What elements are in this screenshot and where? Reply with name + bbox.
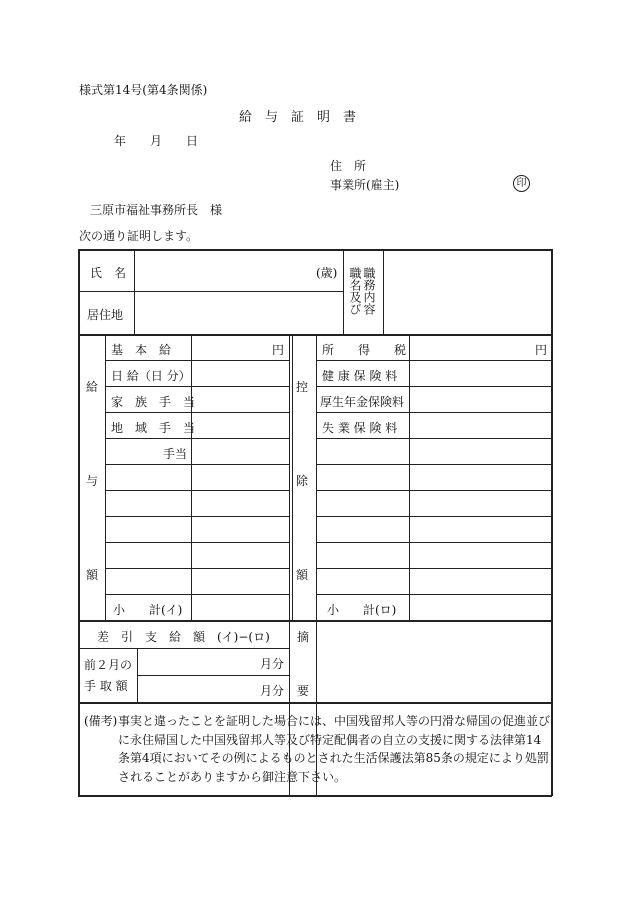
document-title: 給 与 証 明 書 — [239, 110, 357, 125]
income-row-regional: 地 域 手 当 — [111, 421, 196, 435]
net-pay-label: 差 引 支 給 額 (イ)−(ロ) — [97, 630, 270, 644]
income-subtotal-label: 小 計(イ) — [113, 603, 183, 617]
name-label: 氏 名 — [90, 266, 127, 280]
form-number: 様式第14号(第4条関係) — [79, 83, 208, 97]
remarks-label-2: 要 — [297, 684, 310, 698]
deduction-label-1: 控 — [296, 380, 309, 394]
deduction-label-2: 除 — [296, 474, 309, 488]
deduction-row-income-tax: 所 得 税 — [322, 343, 407, 357]
residence-label: 居住地 — [87, 308, 124, 322]
date-line: 年 月 日 — [114, 134, 199, 148]
income-unit: 円 — [272, 343, 285, 357]
income-row-basic: 基 本 給 — [111, 343, 172, 357]
employer-label: 事業所(雇主) — [330, 178, 400, 192]
income-label-1: 給 — [86, 380, 99, 394]
deduction-row-pension: 厚生年金保険料 — [320, 395, 405, 409]
address-label: 住 所 — [330, 159, 367, 173]
seal-mark: 印 — [513, 175, 530, 192]
income-row-other-allowance: 手当 — [163, 447, 188, 461]
intro-text: 次の通り証明します。 — [79, 229, 199, 243]
income-label-3: 額 — [86, 568, 99, 582]
deduction-row-unemployment: 失 業 保 険 料 — [322, 421, 398, 435]
month-unit-2: 月分 — [260, 684, 285, 698]
note-text: 事実と違ったことを証明した場合には、中国残留邦人等の円滑な帰国の促進並びに永住帰国した中国残留邦人等及び特定配偶者の自立の支援に関する法律第14条第4項においてその例によるものとされた生活保護法第85条の規定により処罰されることがありますから御注意下さい。 — [118, 714, 551, 784]
remarks-label-1: 摘 — [297, 630, 310, 644]
income-row-daily: 日 給（日 分） — [111, 369, 191, 383]
prev-months-label-1: 前２月の — [84, 658, 133, 672]
prev-months-label-2: 手 取 額 — [84, 679, 128, 693]
income-row-family: 家 族 手 当 — [111, 395, 196, 409]
income-label-2: 与 — [86, 474, 99, 488]
addressee: 三原市福祉事務所長 様 — [90, 203, 223, 217]
month-unit-1: 月分 — [260, 657, 285, 671]
note-label: (備考) — [84, 714, 118, 728]
deduction-unit: 円 — [535, 343, 548, 357]
job-duties-label: 職務内容 — [362, 267, 376, 315]
deduction-label-3: 額 — [296, 568, 309, 582]
deduction-row-health-insurance: 健 康 保 険 料 — [322, 369, 398, 383]
deduction-subtotal-label: 小 計(ロ) — [327, 603, 397, 617]
age-unit: (歳) — [316, 266, 338, 280]
job-title-label: 職名及び — [348, 267, 362, 315]
